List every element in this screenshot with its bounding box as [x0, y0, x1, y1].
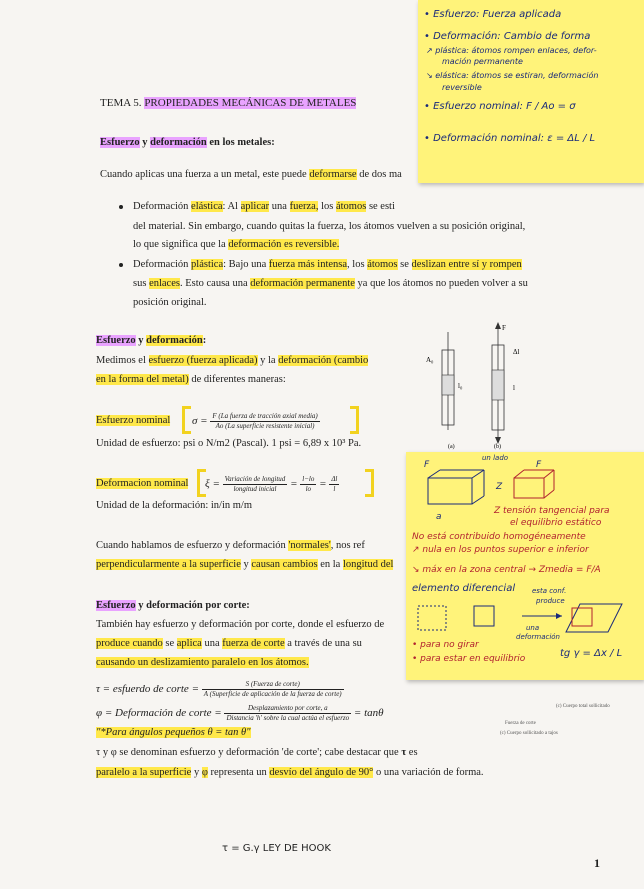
- page-number: 1: [594, 856, 600, 870]
- fig-label-lo: l₀: [458, 382, 463, 390]
- sticky1-line7: • Esfuerzo nominal: F / Ao = σ: [424, 101, 576, 112]
- section1-intro: Cuando aplicas una fuerza a un metal, este puede deformarse de dos ma: [100, 169, 402, 180]
- hooke-law-note: τ = G.γ LEY DE HOOK: [222, 843, 331, 854]
- fig-label-dl: Δl: [513, 348, 520, 356]
- sticky-note-shear: [406, 452, 644, 680]
- bullet2-line1: Deformación plástica: Bajo una fuerza más intensa, los átomos se deslizan entre sí y rompen: [133, 259, 522, 270]
- tema-label: TEMA 5. PROPIEDADES MECÁNICAS DE METALES: [100, 97, 357, 109]
- left-bracket: [182, 406, 191, 434]
- sticky2-t3: No está contribuido homogéneamente: [412, 532, 586, 542]
- sticky2-t4: ↗ nula en los puntos superior e inferior: [412, 545, 589, 555]
- sticky2-t8: produce: [536, 597, 565, 605]
- sticky2-top: un lado: [482, 454, 509, 462]
- tema-title: PROPIEDADES MECÁNICAS DE METALES: [144, 97, 357, 109]
- section4-p3: causando un deslizamiento paralelo en los átomos.: [96, 657, 309, 668]
- section2-title: Esfuerzo y deformación:: [96, 335, 207, 346]
- sticky1-line5: ↘ elástica: átomos se estiran, deformación: [426, 71, 599, 80]
- sticky2-t13: tg γ = Δx / L: [560, 648, 623, 659]
- esfuerzo-formula: σ = $\frac{\text{F (La fuerza de tracción axial media)}}{\text{Ao (La superficie resistente inicial)}}$: [192, 412, 318, 430]
- sticky2-t11: • para no girar: [412, 640, 479, 650]
- fig-label-a: (a): [448, 444, 455, 450]
- section3-p2: perpendicularmente a la superficie y causan cambios en la longitud del: [96, 559, 394, 570]
- sticky1-line8: • Deformación nominal: ε = ΔL / L: [424, 133, 596, 144]
- sticky-note-definitions: [418, 0, 644, 183]
- fig-label-l: l: [513, 384, 515, 392]
- bullet2-line3: posición original.: [133, 297, 207, 308]
- sticky2-t10: deformación: [516, 633, 560, 641]
- sticky2-t5: ↘ máx en la zona central → Zmedia = F/A: [412, 565, 601, 575]
- bullet-dot: [119, 205, 123, 209]
- fig-caption1: (c) Cuerpo total sollicitado: [556, 704, 610, 709]
- sticky1-line2: • Deformación: Cambio de forma: [424, 31, 591, 42]
- section2-p1: Medimos el esfuerzo (fuerza aplicada) y la deformación (cambio: [96, 355, 369, 366]
- sticky2-t2: el equilibrio estático: [510, 518, 602, 528]
- sticky2-a: a: [436, 512, 442, 522]
- section1-title: Esfuerzo y deformación en los metales:: [100, 137, 275, 148]
- sticky1-line3: ↗ plástica: átomos rompen enlaces, defor-: [426, 46, 597, 55]
- sticky2-z: Z: [496, 482, 503, 492]
- esfuerzo-nominal-label: Esfuerzo nominal: [96, 415, 171, 426]
- section4-p4: τ y φ se denominan esfuerzo y deformación 'de corte'; cabe destacar que τ es: [96, 747, 418, 758]
- phi-formula: φ = Deformación de corte = $\frac{\text{Desplazamiento por corte, a}}{\text{Distancia 'h' sobre la cual actúa el esfuerzo}}$ = tanθ: [96, 704, 384, 722]
- sticky2-F-right: F: [536, 460, 542, 470]
- sticky1-line6: reversible: [442, 83, 482, 92]
- bullet1-line1: Deformación elástica: Al aplicar una fuerza, los átomos se esti: [133, 201, 395, 212]
- tau-formula: τ = esfuerdo de corte = $\frac{\text{S (Fuerza de corte)}}{\text{A (Superficie de aplicación de la fuerza de corte)}}$: [96, 680, 342, 698]
- unit-deformacion: Unidad de la deformación: in/in m/m: [96, 500, 253, 511]
- small-angle-note: "*Para ángulos pequeños θ = tan θ": [96, 727, 251, 738]
- fig-label-Ao: A₀: [426, 356, 434, 364]
- section4-title: Esfuerzo y deformación por corte:: [96, 600, 250, 611]
- section4-p5: paralelo a la superficie y φ representa un desvío del ángulo de 90° o una variación de forma.: [96, 767, 484, 778]
- bullet2-line2: sus enlaces. Esto causa una deformación permanente ya que los átomos no pueden volver a su: [133, 278, 528, 289]
- bullet1-line2: del material. Sin embargo, cuando quitas la fuerza, los átomos vuelven a su posición original,: [133, 221, 526, 232]
- section3-p1: Cuando hablamos de esfuerzo y deformación 'normales', nos ref: [96, 540, 365, 551]
- fig-caption3: (c) Cuerpo sollicitado a tajos: [500, 731, 558, 736]
- fig-label-b: (b): [494, 444, 501, 450]
- sticky1-line1: • Esfuerzo: Fuerza aplicada: [424, 9, 562, 20]
- tensile-figure: [418, 320, 538, 450]
- right-bracket: [365, 469, 374, 497]
- fig-label-F: F: [502, 324, 506, 332]
- bullet1-line3: lo que significa que la deformación es reversible.: [133, 239, 340, 250]
- section2-p2: en la forma del metal) de diferentes maneras:: [96, 374, 286, 385]
- deformacion-formula: ξ = $\frac{\text{Variación de longitud}}{\text{longitud inicial}}$ = $\frac{l-lo}{lo}$ = $\frac{\Delta l}{l}$: [205, 475, 338, 493]
- sticky1-line4: mación permanente: [442, 57, 523, 66]
- sticky2-t6: elemento diferencial: [412, 583, 516, 594]
- fig-caption2: Fuerza de corte: [505, 721, 536, 726]
- section4-p1: También hay esfuerzo y deformación por corte, donde el esfuerzo de: [96, 619, 385, 630]
- right-bracket: [350, 406, 359, 434]
- deformacion-nominal-label: Deformacion nominal: [96, 478, 189, 489]
- sticky2-F-left: F: [424, 460, 430, 470]
- sticky2-t9: una: [526, 624, 540, 632]
- sticky2-t12: • para estar en equilibrio: [412, 654, 526, 664]
- unit-esfuerzo: Unidad de esfuerzo: psi o N/m2 (Pascal). 1 psi = 6,89 x 10³ Pa.: [96, 438, 362, 449]
- bullet-dot: [119, 263, 123, 267]
- sticky2-t1: Z tensión tangencial para: [494, 506, 610, 516]
- sticky2-t7: esta conf.: [532, 587, 567, 595]
- section4-p2: produce cuando se aplica una fuerza de corte a través de una su: [96, 638, 362, 649]
